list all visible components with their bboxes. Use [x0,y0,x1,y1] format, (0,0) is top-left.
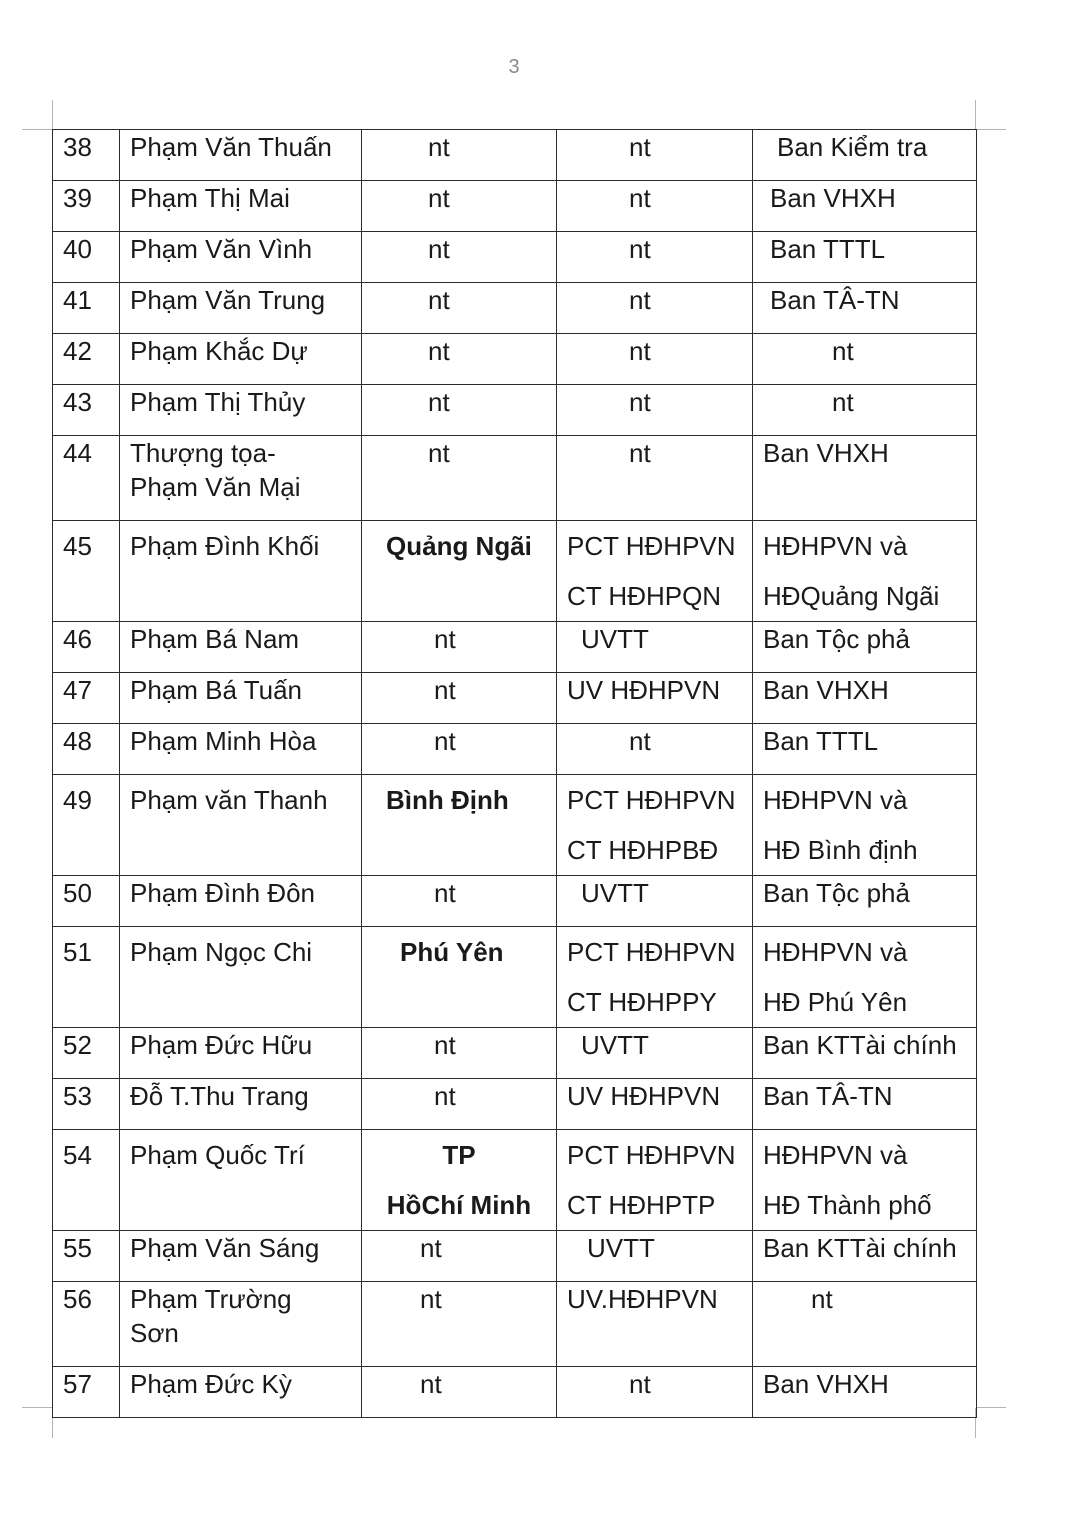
member-table [52,129,977,1418]
region-cell [362,673,557,724]
table-row [53,775,977,876]
table-row [53,521,977,622]
position-line: nt [629,1369,651,1399]
region-cell [362,876,557,927]
region-line: HồChí Minh [386,1190,532,1220]
organization-line: Ban TÂ-TN [763,1081,893,1111]
member-name-cell [120,1028,362,1079]
member-name-line: Phạm Đức Kỳ [130,1369,292,1399]
member-name-cell [120,1130,362,1231]
member-name-line: Thượng tọa- [130,438,276,468]
organization-line: HĐ Bình định [763,835,918,865]
position-line: CT HĐHPBĐ [567,835,719,865]
region-line: nt [420,1233,442,1263]
member-name-cell [120,334,362,385]
region-cell [362,1079,557,1130]
region-cell [362,334,557,385]
position-cell [557,1028,753,1079]
position-line: nt [629,183,651,213]
crop-mark-top-right-v [975,100,976,129]
region-line: Quảng Ngãi [386,531,532,561]
position-line: nt [629,234,651,264]
region-cell [362,927,557,1028]
organization-cell [753,385,977,436]
member-name-line: Phạm Bá Tuấn [130,675,302,705]
position-cell [557,927,753,1028]
row-number-text: 44 [63,438,92,468]
position-cell [557,1079,753,1130]
organization-line: HĐHPVN và [763,1140,908,1170]
position-line: PCT HĐHPVN [567,785,736,815]
table-row [53,283,977,334]
table-row [53,181,977,232]
table-row [53,385,977,436]
member-name-cell [120,181,362,232]
region-cell [362,436,557,521]
member-name-cell [120,724,362,775]
position-cell [557,1130,753,1231]
table-row [53,622,977,673]
region-cell [362,385,557,436]
row-number-text: 52 [63,1030,92,1060]
member-name-line: Phạm Bá Nam [130,624,300,654]
position-cell [557,521,753,622]
region-cell [362,1231,557,1282]
table-row [53,436,977,521]
row-number-text: 54 [63,1140,92,1170]
position-line: CT HĐHPPY [567,987,717,1017]
organization-cell [753,130,977,181]
organization-cell [753,927,977,1028]
region-cell [362,775,557,876]
row-number-cell [53,673,120,724]
table-row [53,673,977,724]
position-cell [557,385,753,436]
member-name-cell [120,775,362,876]
row-number-cell [53,334,120,385]
organization-cell [753,724,977,775]
region-line: nt [428,285,450,315]
row-number-text: 57 [63,1369,92,1399]
row-number-cell [53,232,120,283]
position-cell [557,232,753,283]
organization-line: HĐHPVN và [763,531,908,561]
row-number-text: 55 [63,1233,92,1263]
position-cell [557,436,753,521]
organization-line: Ban VHXH [763,675,889,705]
table-row [53,1367,977,1418]
organization-line: nt [832,387,854,417]
organization-line: Ban VHXH [763,1369,889,1399]
position-line: nt [629,336,651,366]
row-number-cell [53,181,120,232]
position-cell [557,181,753,232]
organization-line: nt [811,1284,833,1314]
member-name-line: Đỗ T.Thu Trang [130,1081,309,1111]
crop-mark-bottom-left-h [22,1407,52,1408]
row-number-text: 43 [63,387,92,417]
position-line: UVTT [581,1030,649,1060]
member-name-cell [120,436,362,521]
member-name-line: Phạm Thị Thủy [130,387,306,417]
organization-cell [753,673,977,724]
organization-cell [753,622,977,673]
member-name-line: Phạm Văn Thuấn [130,132,332,162]
position-line: nt [629,285,651,315]
position-cell [557,876,753,927]
table-row [53,1282,977,1367]
row-number-cell [53,1367,120,1418]
row-number-text: 51 [63,937,92,967]
row-number-text: 50 [63,878,92,908]
organization-line: Ban Kiểm tra [777,132,928,162]
position-cell [557,1231,753,1282]
region-cell [362,724,557,775]
row-number-text: 42 [63,336,92,366]
member-name-cell [120,232,362,283]
organization-cell [753,1028,977,1079]
region-line: nt [428,336,450,366]
crop-mark-top-right-h [976,129,1006,130]
position-line: UV HĐHPVN [567,1081,721,1111]
member-name-line: Phạm Khắc Dự [130,336,308,366]
organization-cell [753,181,977,232]
position-line: CT HĐHPTP [567,1190,716,1220]
organization-cell [753,232,977,283]
region-cell [362,622,557,673]
member-name-line: Phạm Văn Vình [130,234,313,264]
position-line: nt [629,387,651,417]
region-line: nt [420,1284,442,1314]
member-name-cell [120,1079,362,1130]
table-row [53,1079,977,1130]
position-line: PCT HĐHPVN [567,531,736,561]
region-line: nt [434,624,456,654]
member-name-line: Sơn [130,1318,179,1348]
row-number-cell [53,1028,120,1079]
table-row [53,130,977,181]
member-name-cell [120,876,362,927]
organization-line: Ban TTTL [770,234,886,264]
member-name-cell [120,673,362,724]
region-line: nt [428,183,450,213]
organization-line: Ban KTTài chính [763,1233,957,1263]
region-line: nt [428,438,450,468]
row-number-text: 46 [63,624,92,654]
region-line: nt [434,878,456,908]
organization-line: Ban VHXH [763,438,889,468]
organization-line: Ban TTTL [763,726,879,756]
region-line: nt [428,132,450,162]
member-name-cell [120,1282,362,1367]
region-cell [362,232,557,283]
position-line: PCT HĐHPVN [567,937,736,967]
row-number-cell [53,436,120,521]
position-cell [557,334,753,385]
region-line: Phú Yên [400,937,504,967]
row-number-cell [53,927,120,1028]
member-name-line: Phạm Trường [130,1284,292,1314]
position-line: nt [629,132,651,162]
row-number-text: 41 [63,285,92,315]
row-number-cell [53,521,120,622]
organization-line: HĐQuảng Ngãi [763,581,940,611]
member-name-line: Phạm Đình Đôn [130,878,315,908]
organization-line: HĐHPVN và [763,937,908,967]
row-number-text: 53 [63,1081,92,1111]
table-row [53,876,977,927]
region-cell [362,283,557,334]
row-number-text: 38 [63,132,92,162]
region-line: Bình Định [386,785,509,815]
region-line: nt [420,1369,442,1399]
row-number-text: 49 [63,785,92,815]
row-number-cell [53,385,120,436]
table-row [53,334,977,385]
row-number-cell [53,724,120,775]
member-name-cell [120,130,362,181]
position-line: UVTT [587,1233,655,1263]
member-name-cell [120,1367,362,1418]
position-line: UVTT [581,624,649,654]
table-row [53,1231,977,1282]
member-name-line: Phạm Ngọc Chi [130,937,313,967]
row-number-cell [53,1282,120,1367]
organization-line: HĐ Phú Yên [763,987,908,1017]
position-cell [557,1282,753,1367]
position-line: UVTT [581,878,649,908]
crop-mark-bottom-right-h [976,1407,1006,1408]
organization-cell [753,1367,977,1418]
member-name-line: Phạm Văn Sáng [130,1233,320,1263]
member-name-cell [120,283,362,334]
region-cell [362,1282,557,1367]
region-line: nt [434,1030,456,1060]
member-name-line: Phạm Văn Trung [130,285,326,315]
region-cell [362,521,557,622]
region-line: nt [428,234,450,264]
member-name-line: Phạm Minh Hòa [130,726,317,756]
row-number-cell [53,130,120,181]
position-cell [557,130,753,181]
organization-cell [753,521,977,622]
position-cell [557,775,753,876]
region-cell [362,1130,557,1231]
table-row [53,232,977,283]
table-row [53,1028,977,1079]
member-name-line: Phạm Đức Hữu [130,1030,313,1060]
organization-cell [753,334,977,385]
row-number-text: 47 [63,675,92,705]
row-number-cell [53,876,120,927]
table-row [53,724,977,775]
position-line: nt [629,438,651,468]
member-name-line: Phạm văn Thanh [130,785,328,815]
position-cell [557,724,753,775]
row-number-text: 45 [63,531,92,561]
region-line: nt [434,726,456,756]
position-line: CT HĐHPQN [567,581,722,611]
organization-cell [753,775,977,876]
region-cell [362,130,557,181]
row-number-text: 48 [63,726,92,756]
organization-line: Ban Tộc phả [763,878,910,908]
organization-cell [753,1130,977,1231]
row-number-text: 39 [63,183,92,213]
region-cell [362,1367,557,1418]
member-name-line: Phạm Đình Khối [130,531,320,561]
organization-cell [753,283,977,334]
organization-line: Ban VHXH [770,183,896,213]
row-number-cell [53,1231,120,1282]
row-number-cell [53,1079,120,1130]
organization-cell [753,436,977,521]
organization-line: Ban Tộc phả [763,624,910,654]
organization-line: nt [832,336,854,366]
member-name-cell [120,927,362,1028]
member-name-line: Phạm Quốc Trí [130,1140,305,1170]
region-line: nt [434,1081,456,1111]
member-name-cell [120,1231,362,1282]
crop-mark-top-left-h [22,129,52,130]
region-cell [362,181,557,232]
organization-cell [753,1282,977,1367]
table-row [53,1130,977,1231]
position-cell [557,622,753,673]
member-name-line: Phạm Văn Mại [130,472,301,502]
row-number-text: 56 [63,1284,92,1314]
member-name-cell [120,521,362,622]
organization-line: HĐ Thành phố [763,1190,932,1220]
region-line: TP [442,1140,476,1170]
row-number-cell [53,1130,120,1231]
region-cell [362,1028,557,1079]
position-cell [557,283,753,334]
member-name-line: Phạm Thị Mai [130,183,290,213]
member-name-cell [120,622,362,673]
position-cell [557,673,753,724]
region-line: nt [428,387,450,417]
member-name-cell [120,385,362,436]
position-line: nt [629,726,651,756]
organization-cell [753,1231,977,1282]
organization-cell [753,1079,977,1130]
position-cell [557,1367,753,1418]
organization-cell [753,876,977,927]
organization-line: Ban KTTài chính [763,1030,957,1060]
position-line: UV.HĐHPVN [567,1284,718,1314]
position-line: PCT HĐHPVN [567,1140,736,1170]
crop-mark-top-left-v [52,100,53,129]
position-line: UV HĐHPVN [567,675,721,705]
organization-line: Ban TÂ-TN [770,285,900,315]
region-line: nt [434,675,456,705]
row-number-text: 40 [63,234,92,264]
organization-line: HĐHPVN và [763,785,908,815]
row-number-cell [53,775,120,876]
page-number: 3 [508,56,520,78]
table-row [53,927,977,1028]
member-table-body [53,130,977,1418]
row-number-cell [53,283,120,334]
row-number-cell [53,622,120,673]
